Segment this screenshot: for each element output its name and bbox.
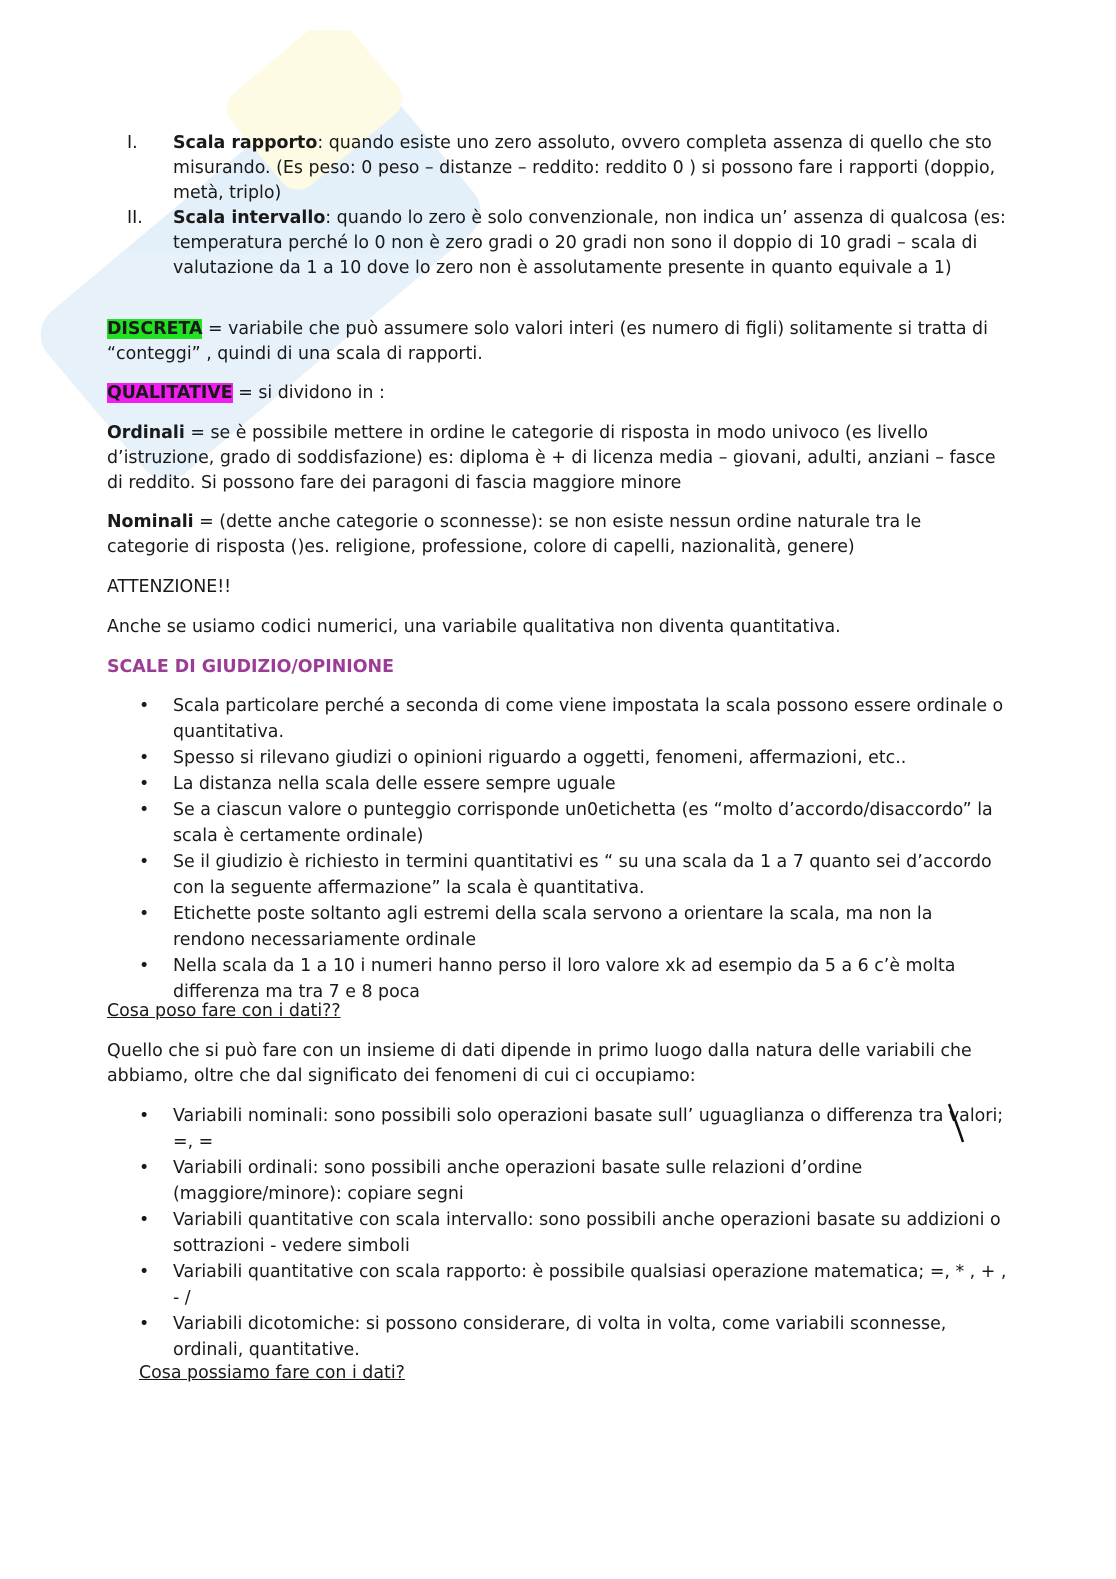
term-scala-intervallo: Scala intervallo [173,208,326,228]
section-heading: SCALE DI GIUDIZIO/OPINIONE [107,657,394,677]
list-item: I. Scala rapporto: quando esiste uno zero assoluto, ovvero completa assenza di quello che sto misurando. (Es peso: 0 peso – distanze – reddito: reddito 0 ) si possono fare i rapporti (doppio, metà, triplo) [127,133,996,203]
scale-bullets [107,693,1007,1005]
paragraph-discreta: DISCRETA = variabile che può assumere solo valori interi (es numero di figli) solitamente si tratta di “conteggi” , quindi di una scala di rapporti. [107,319,988,364]
bullet-icon: • [139,904,150,924]
bullet-icon: • [139,956,150,976]
list-item: • Variabili dicotomiche: si possono considerare, di volta in volta, come variabili sconnesse, ordinali, quantitative. [107,1311,1007,1363]
bullet-icon: • [139,748,150,768]
scale-types-list [107,131,1007,281]
paragraph-quello: Quello che si può fare con un insieme di dati dipende in primo luogo dalla natura delle variabili che abbiamo, oltre che dal significato dei fenomeni di cui ci occupiamo: [107,1041,972,1086]
bullet-icon: • [139,1314,150,1334]
subheading-cosa-poso: Cosa poso fare con i dati?? [107,1001,341,1021]
highlight-discreta: DISCRETA [107,319,203,339]
definition-text: : quando lo zero è solo convenzionale, non indica un’ assenza di qualcosa (es: temperatura perché lo 0 non è zero gradi o 20 gradi non sono il doppio di 10 gradi – scala di valutazione da 1 a 10 dove lo zero non è assolutamente presente in quanto equivale a 1) [173,208,1006,278]
list-item: • Se a ciascun valore o punteggio corrisponde un0etichetta (es “molto d’accordo/disaccordo” la scala è certamente ordinale) [107,797,1007,849]
term-ordinali: Ordinali [107,423,185,443]
definition-text: : quando esiste uno zero assoluto, ovvero completa assenza di quello che sto misurando. (Es peso: 0 peso – distanze – reddito: reddito 0 ) si possono fare i rapporti (doppio, metà, triplo) [173,133,996,203]
paragraph-nominali: Nominali = (dette anche categorie o sconnesse): se non esiste nessun ordine naturale tra le categorie di risposta ()es. religione, professione, colore di capelli, nazionalità, genere) [107,512,922,557]
list-item: • Variabili nominali: sono possibili solo operazioni basate sull’ uguaglianza o differenza tra valori; =, = [107,1103,1007,1155]
list-item: • Scala particolare perché a seconda di come viene impostata la scala possono essere ordinale o quantitativa. [107,693,1007,745]
list-item: • Spesso si rilevano giudizi o opinioni riguardo a oggetti, fenomeni, affermazioni, etc.. [107,745,1007,771]
bullet-icon: • [139,852,150,872]
handwritten-mark [945,1100,969,1146]
list-item: • Variabili quantitative con scala intervallo: sono possibili anche operazioni basate su addizioni o sottrazioni - vedere simboli [107,1207,1007,1259]
term-nominali: Nominali [107,512,194,532]
bullet-icon: • [139,800,150,820]
bullet-icon: • [139,1158,150,1178]
subheading-cosa-possiamo: Cosa possiamo fare con i dati? [139,1363,405,1383]
paragraph-qualitative: QUALITATIVE = si dividono in : [107,383,385,403]
highlight-qualitative: QUALITATIVE [107,383,233,403]
bullet-icon: • [139,696,150,716]
bullet-icon: • [139,1262,150,1282]
list-item: • Se il giudizio è richiesto in termini quantitativi es “ su una scala da 1 a 7 quanto sei d’accordo con la seguente affermazione” la scala è quantitativa. [107,849,1007,901]
list-item: II. Scala intervallo: quando lo zero è solo convenzionale, non indica un’ assenza di qualcosa (es: temperatura perché lo 0 non è zero gradi o 20 gradi non sono il doppio di 10 gradi – scala di valutazione da 1 a 10 dove lo zero non è assolutamente presente in quanto equivale a 1) [127,208,1006,278]
attention-note: ATTENZIONE!! [107,577,232,597]
bullet-icon: • [139,774,150,794]
bullet-icon: • [139,1210,150,1230]
list-item: • Variabili quantitative con scala rapporto: è possibile qualsiasi operazione matematica; =, * , + , - / [107,1259,1007,1311]
list-item: • Nella scala da 1 a 10 i numeri hanno perso il loro valore xk ad esempio da 5 a 6 c’è molta differenza ma tra 7 e 8 poca [107,953,1007,1005]
paragraph-ordinali: Ordinali = se è possibile mettere in ordine le categorie di risposta in modo univoco (es livello d’istruzione, grado di soddisfazione) es: diploma è + di licenza media – giovani, adulti, anziani – fasce di reddito. Si possono fare dei paragoni di fascia maggiore minore [107,423,996,493]
document-page [107,131,1007,1383]
list-item: • La distanza nella scala delle essere sempre uguale [107,771,1007,797]
list-item: • Etichette poste soltanto agli estremi della scala servono a orientare la scala, ma non la rendono necessariamente ordinale [107,901,1007,953]
term-scala-rapporto: Scala rapporto [173,133,318,153]
variable-bullets [107,1103,1007,1363]
bullet-icon: • [139,1106,150,1126]
paragraph-anche: Anche se usiamo codici numerici, una variabile qualitativa non diventa quantitativa. [107,617,841,637]
list-item: • Variabili ordinali: sono possibili anche operazioni basate sulle relazioni d’ordine (maggiore/minore): copiare segni [107,1155,1007,1207]
